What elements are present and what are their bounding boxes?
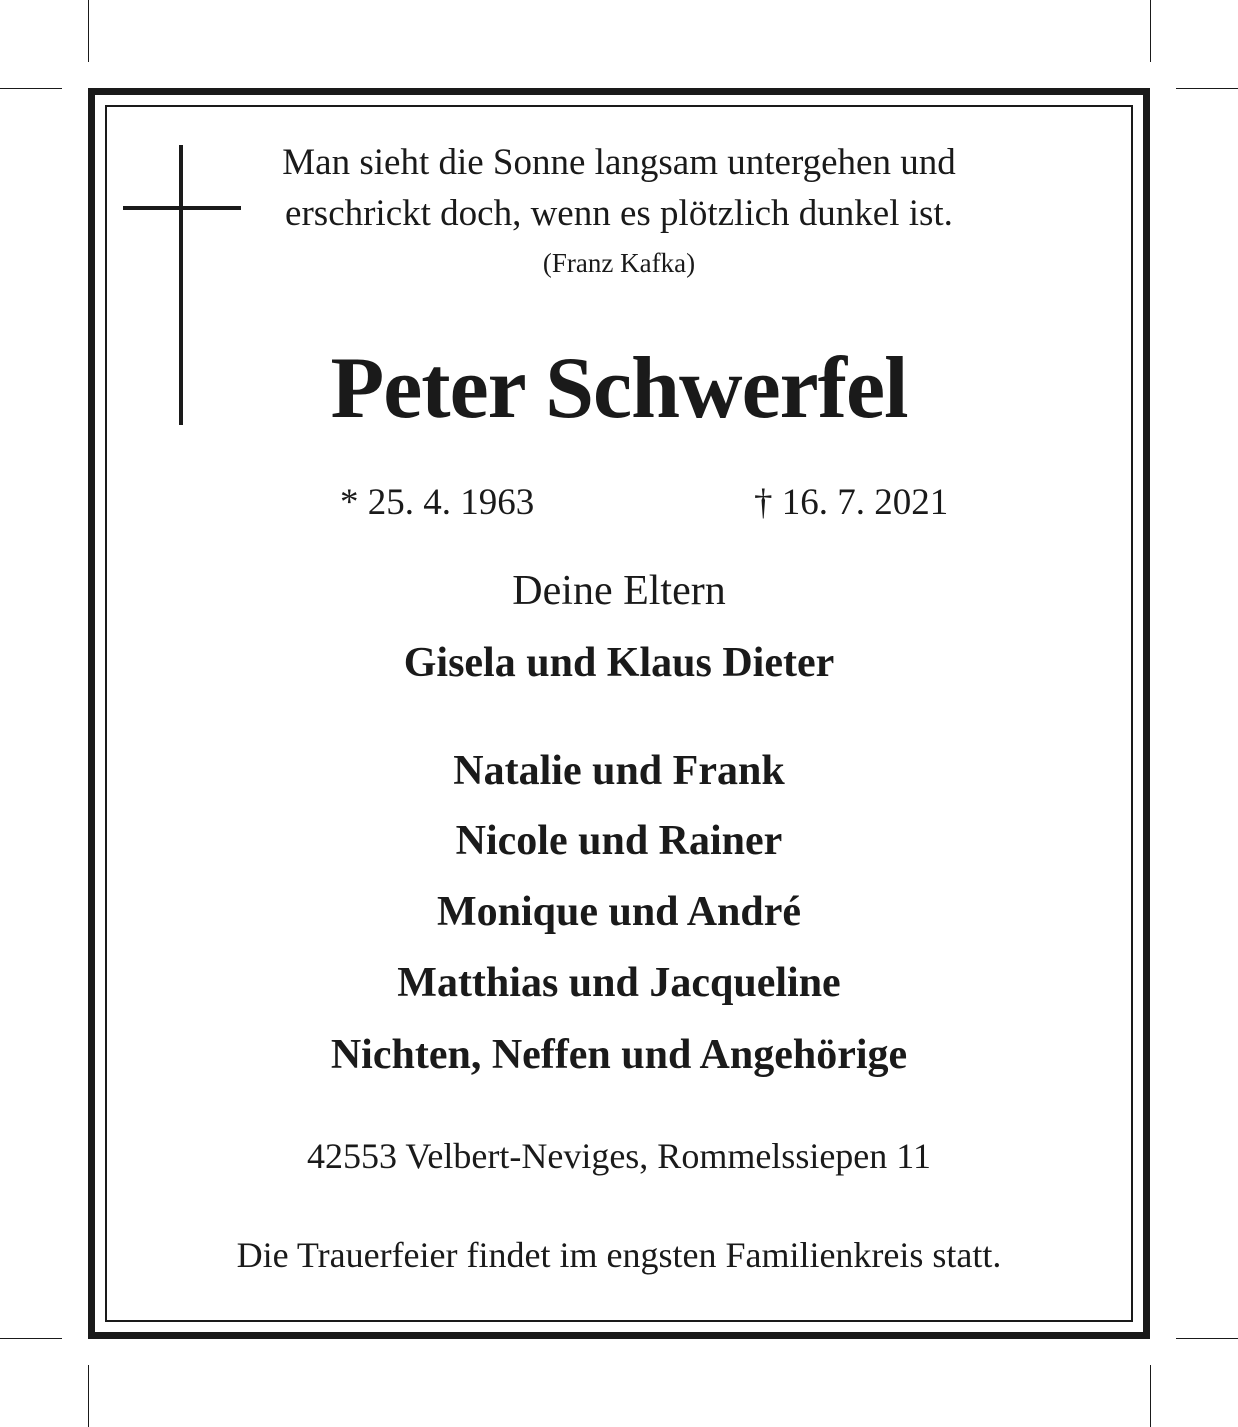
crop-mark-left-bottom bbox=[0, 1338, 62, 1339]
crop-mark-right-top bbox=[1176, 88, 1238, 89]
mourner-line: Natalie und Frank bbox=[453, 748, 785, 794]
mourner-line: Matthias und Jacqueline bbox=[397, 960, 841, 1006]
birth-date: * 25. 4. 1963 bbox=[340, 482, 535, 523]
funeral-note: Die Trauerfeier findet im engsten Familienkreis statt. bbox=[236, 1235, 1002, 1275]
death-date: † 16. 7. 2021 bbox=[754, 482, 949, 523]
address: 42553 Velbert-Neviges, Rommelssiepen 11 bbox=[307, 1136, 931, 1176]
crop-mark-bottom-left bbox=[88, 1365, 89, 1427]
crop-mark-top-right bbox=[1150, 0, 1151, 62]
crop-mark-bottom-right bbox=[1150, 1365, 1151, 1427]
crop-mark-top-left bbox=[88, 0, 89, 62]
deceased-name: Peter Schwerfel bbox=[330, 340, 908, 437]
parents-names: Gisela und Klaus Dieter bbox=[403, 640, 835, 686]
quote-line-1: Man sieht die Sonne langsam untergehen und bbox=[282, 142, 956, 183]
parents-intro: Deine Eltern bbox=[512, 568, 726, 614]
mourner-line: Nicole und Rainer bbox=[455, 818, 783, 864]
mourner-line: Nichten, Neffen und Angehörige bbox=[330, 1032, 908, 1078]
mourner-line: Monique und André bbox=[436, 889, 802, 935]
crop-mark-left-top bbox=[0, 88, 62, 89]
crop-mark-right-bottom bbox=[1176, 1338, 1238, 1339]
quote-line-2: erschrickt doch, wenn es plötzlich dunkel ist. bbox=[285, 193, 953, 234]
quote-author: (Franz Kafka) bbox=[542, 248, 696, 278]
